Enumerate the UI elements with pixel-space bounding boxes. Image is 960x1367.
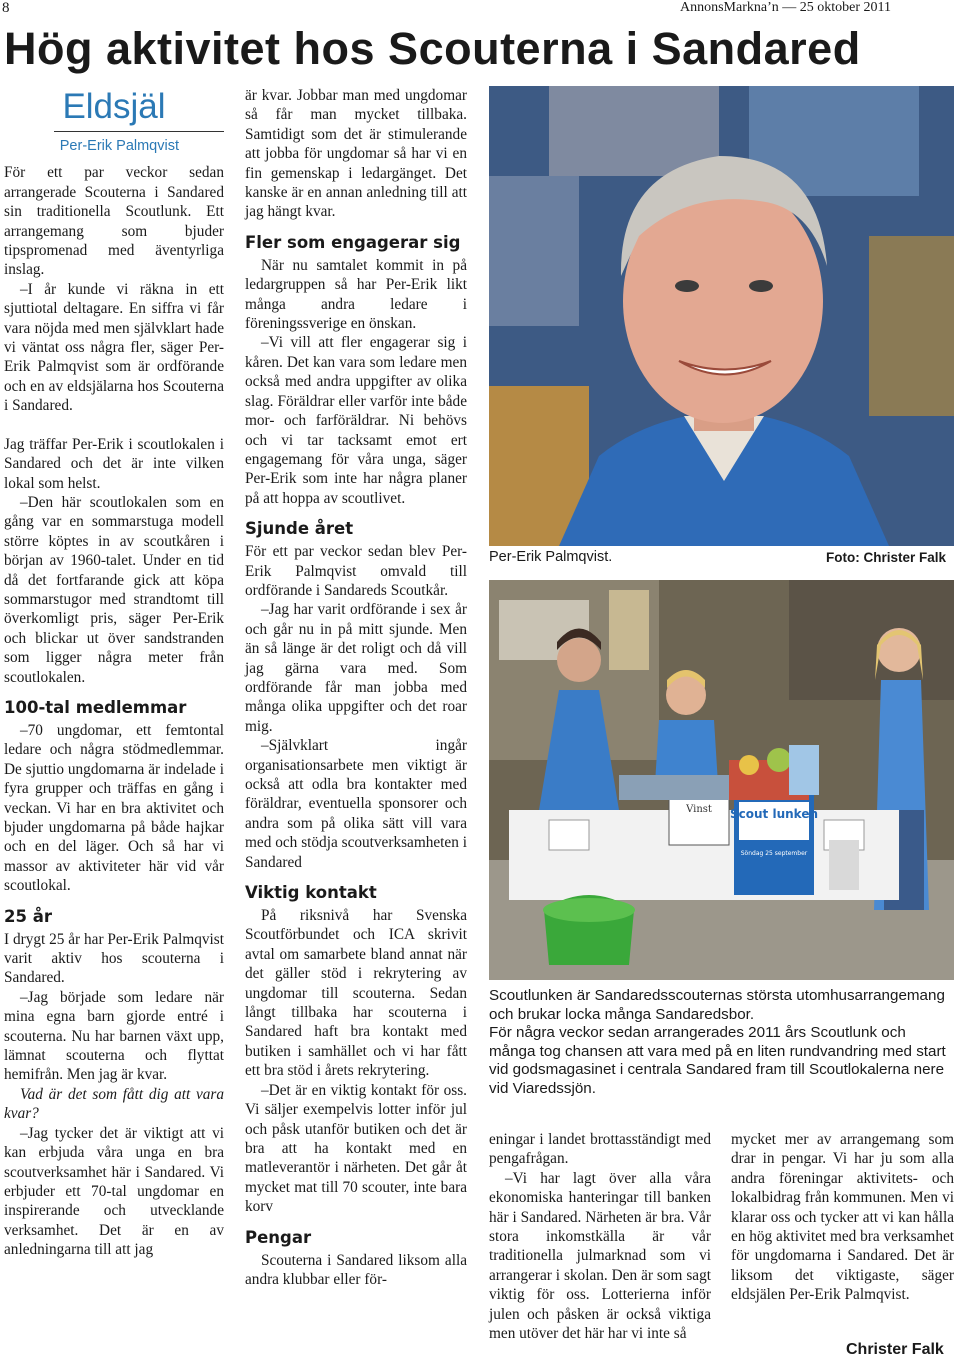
- section-byline: Per-Erik Palmqvist: [59, 138, 179, 154]
- sign-date: Söndag 25 september: [740, 850, 808, 857]
- caption-line-2: För några veckor sedan arrangerades 2011 års Scoutlunk och många tog chansen att vara med på en liten rundvandring med start vid godsmagasinet i centrala Sandared fram till Scoutlokalerna nere vid Viaredssjön.: [489, 1024, 946, 1097]
- portrait-photo: [489, 86, 954, 546]
- paragraph: –I år kunde vi räkna in ett sjuttiotal deltagare. En siffra vi får vara nöjda med men självklart hade vi väntat oss några fler, säger Per-Erik Palmqvist som är ordförande och en av eldsjälarna hos Scouterna i Sandared.: [4, 280, 224, 415]
- paragraph: Scouterna i Sandared liksom alla andra klubbar eller för-: [245, 1251, 467, 1288]
- paragraph: Jag träffar Per-Erik i scoutlokalen i Sandared och det är inte vilken lokal som helst.: [4, 435, 224, 492]
- paragraph: –Jag började som ledare när mina egna barn gjorde entré i scouterna. Nu har barnen växt upp, lämnat scouterna och flyttat hemifrån. Men jag är kvar.: [4, 988, 224, 1084]
- photo-credit: Foto: Christer Falk: [826, 550, 947, 565]
- paragraph: –Det är en viktig kontakt för oss. Vi säljer exempelvis lotter inför jul och påsk utanför butiken och det är bra att ha kontakt med en matleverantör i närheten. Det går åt mycket mat till 70 scouter, inte bara korv: [245, 1081, 467, 1216]
- scoutlunk-illustration: [489, 580, 954, 980]
- paragraph: –Vi har lagt över alla våra ekonomiska hanteringar till banken här i Sandared. Närheten är bra. Vår stora inkomstkälla är vår traditionella julmarknad som vi arrangerar i skolan. Den är som sagt viktig för oss. Lotterierna inför julen och påsken är också viktiga men utöver det här har vi inte så: [489, 1169, 711, 1343]
- paragraph: –Jag har varit ordförande i sex år och går nu in på mitt sjunde. Men än så länge är det roligt och då vill jag gärna vara med. Som ordförande får man jobba med många olika uppgifter och det roar mig.: [245, 601, 467, 735]
- paragraph: –Jag tycker det är viktigt att vi kan erbjuda våra unga en bra scoutverksamhet här i Sandared. Vi erbjuder ett 70-tal ungdomar en inspirerande och utvecklande verksamhet. Det är en av anledningarna till att jag: [4, 1124, 224, 1259]
- subheading: 25 år: [4, 906, 52, 926]
- sign-title: Scout lunken: [730, 807, 818, 821]
- paragraph: När nu samtalet kommit in på ledargruppen så har Per-Erik likt många andra ledare i föreningssverige en önskan.: [245, 256, 467, 333]
- caption-line-1: Scoutlunken är Sandaredsscouternas största utomhusarrangemang och brukar locka många Sandaredsbor.: [489, 987, 945, 1023]
- subheading: Pengar: [245, 1227, 312, 1247]
- subheading: Sjunde året: [245, 519, 354, 539]
- paragraph: –Den här scoutlokalen som en gång var en sommarstuga modell större köptes in av scoutkåren i början av 1960-talet. Under en tid då det fortfarande gick att köpa sommarstugor med strandtomt till överkomligt pris, säger Per-Erik och blickar ut över sandstranden som ligger några meter från scoutlokalen.: [4, 493, 224, 686]
- paragraph: mycket mer av arrangemang som drar in pengar. Vi har ju som alla andra föreningar aktivitets- och lokalbidrag från kommunen. Men vi klarar oss och tycker att vi kan hålla en hög aktivitet med bra verksamhet för ungdomarna i Sandared. Det är liksom det viktigaste, säger eldsjälen Per-Erik Palmqvist.: [731, 1131, 955, 1304]
- page-number: 8: [2, 0, 10, 16]
- portrait-illustration: [489, 86, 954, 546]
- article-column-2: [245, 86, 467, 1289]
- paragraph: På riksnivå har Svenska Scoutförbundet och ICA skrivit avtal om samarbete bland annat när det gäller stöd i rekrytering av ungdomar till scouterna. Sedan långt tillbaka har scouterna i Sandared haft bra kontakt med butiken i samhället och vi har fått ett bra stöd i årets rekrytering.: [245, 907, 467, 1080]
- paragraph: För ett par veckor sedan blev Per-Erik Palmqvist omvald till ordförande i Sandareds Scoutkår.: [245, 543, 467, 599]
- paragraph: –Självklart ingår organisationsarbete men viktigt är också att odla bra kontakter med föräldrar, eventuella sponsorer och andra som på olika sätt vill vara med och stödja scoutverksamheten i Sandared: [245, 737, 467, 871]
- article-column-3a: [489, 1130, 711, 1343]
- paragraph: är kvar. Jobbar man med ungdomar så får man mycket tillbaka. Samtidigt som det är stimulerande att jobba för ungdomar så har vi en fin gemenskap i ledargänget. Det kanske är en annan anledning till att jag hängt kvar.: [245, 87, 467, 221]
- masthead: AnnonsMarkna’n — 25 oktober 2011: [680, 0, 892, 15]
- subheading: Fler som engagerar sig: [245, 232, 461, 252]
- photo-caption: Per-Erik Palmqvist.: [489, 549, 613, 565]
- subheading: Viktig kontakt: [245, 883, 377, 903]
- section-rule: [54, 131, 224, 132]
- paragraph: För ett par veckor sedan arrangerade Scouterna i Sandared sin traditionella Scoutlunk. Ett arrangemang som bjuder tipspromenad med äventyrliga inslag.: [4, 164, 224, 279]
- question: Vad är det som fått dig att vara kvar?: [4, 1085, 224, 1123]
- paragraph: –70 ungdomar, ett femtontal ledare och några stödmedlemmar. De sjuttio ungdomarna är indelade i fyra grupper och träffas en gång i veckan. Vi har en bra aktivitet och bjuder ungdomarna på både hajkar och en del läger. Och så har vi massor av aktiviteter här vid vår scoutlokal.: [4, 721, 224, 895]
- section-label: Eldsjäl: [62, 87, 166, 126]
- photo-caption-scoutlunk: [489, 987, 954, 1098]
- paragraph: –Vi vill att fler engagerar sig i kåren. Det kan vara som ledare men också med andra uppgifter av olika slag. Föräldrar eller varför inte både mor- och farföräldrar. Ni behövs och vi tar tacksamt emot ert engagemang för våra unga, säger Per-Erik som inte har några planer på att hoppa av scoutlivet.: [245, 334, 467, 507]
- prize-sign: Vinst: [686, 804, 712, 815]
- paragraph: I drygt 25 år har Per-Erik Palmqvist varit aktiv hos scouterna i Sandared.: [4, 930, 224, 987]
- article-column-3b: [731, 1130, 954, 1305]
- article-column-1: [4, 86, 224, 1260]
- scoutlunk-photo: [489, 580, 954, 980]
- author-signature: Christer Falk: [846, 1341, 944, 1358]
- headline: Hög aktivitet hos Scouterna i Sandared: [4, 23, 861, 74]
- subheading: 100-tal medlemmar: [4, 697, 187, 717]
- paragraph: eningar i landet brottasständigt med pengafrågan.: [489, 1131, 711, 1168]
